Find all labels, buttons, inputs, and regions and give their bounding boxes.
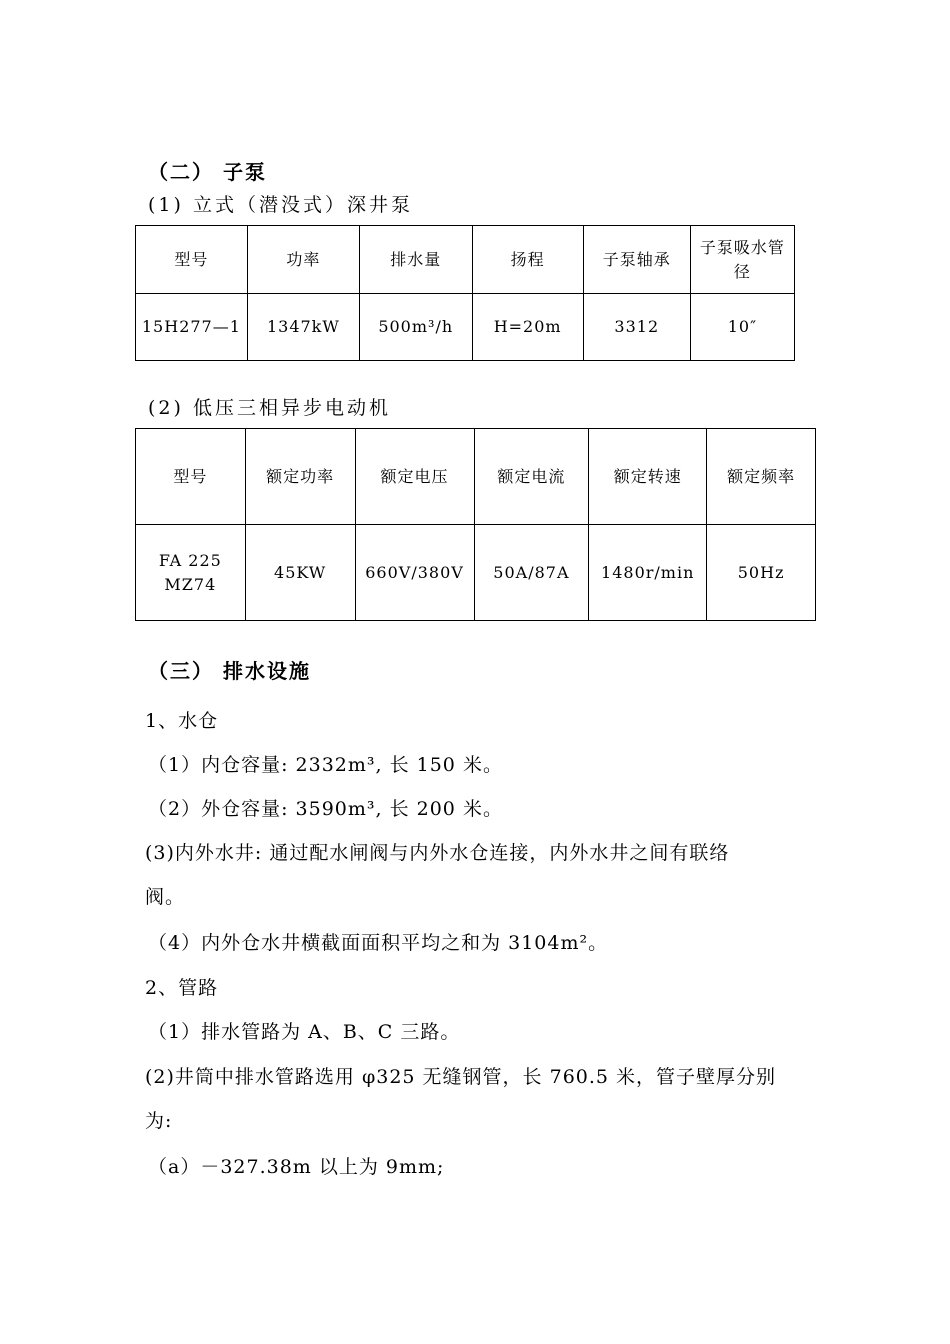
motor-header-rated-voltage: 额定电压 bbox=[355, 429, 474, 525]
motor-cell-rated-voltage: 660V/380V bbox=[355, 525, 474, 621]
pump-spec-table bbox=[135, 225, 795, 361]
section-heading-sub-pump: （二） 子泵 bbox=[148, 160, 267, 184]
item-wall-thickness-a: （a）－327.38m 以上为 9mm; bbox=[148, 1156, 445, 1178]
pump-header-flow: 排水量 bbox=[359, 226, 472, 294]
motor-cell-model: FA 225 MZ74 bbox=[136, 525, 246, 621]
subheading-deep-well-pump: (1) 立式（潜没式）深井泵 bbox=[148, 194, 413, 216]
pump-cell-model: 15H277—1 bbox=[136, 294, 248, 361]
item-outer-sump-capacity: （2）外仓容量: 3590m³, 长 200 米。 bbox=[148, 798, 503, 820]
pump-header-bearing: 子泵轴承 bbox=[583, 226, 690, 294]
motor-cell-rated-frequency: 50Hz bbox=[707, 525, 816, 621]
item-inner-sump-capacity: （1）内仓容量: 2332m³, 长 150 米。 bbox=[148, 754, 503, 776]
pump-table-header-row bbox=[136, 226, 795, 294]
motor-header-rated-power: 额定功率 bbox=[245, 429, 355, 525]
item-pipe-spec-line2: 为: bbox=[145, 1110, 173, 1132]
item-sump: 1、水仓 bbox=[145, 710, 219, 732]
subheading-motor: (2) 低压三相异步电动机 bbox=[148, 397, 391, 419]
pump-header-intake-diameter: 子泵吸水管径 bbox=[690, 226, 794, 294]
motor-header-model: 型号 bbox=[136, 429, 246, 525]
item-pipeline-routes: （1）排水管路为 A、B、C 三路。 bbox=[148, 1021, 461, 1043]
pump-table-data-row bbox=[136, 294, 795, 361]
item-wells-line1: (3)内外水井: 通过配水闸阀与内外水仓连接，内外水井之间有联络 bbox=[145, 842, 730, 864]
motor-cell-rated-speed: 1480r/min bbox=[589, 525, 707, 621]
pump-header-head: 扬程 bbox=[472, 226, 583, 294]
pump-cell-flow: 500m³/h bbox=[359, 294, 472, 361]
item-pipeline: 2、管路 bbox=[145, 977, 219, 999]
pump-cell-power: 1347kW bbox=[247, 294, 359, 361]
pump-cell-head: H=20m bbox=[472, 294, 583, 361]
pump-cell-bearing: 3312 bbox=[583, 294, 690, 361]
pump-header-model: 型号 bbox=[136, 226, 248, 294]
section-heading-drainage: （三） 排水设施 bbox=[148, 659, 311, 683]
item-wells-line2: 阀。 bbox=[145, 886, 186, 908]
motor-table-header-row bbox=[136, 429, 816, 525]
motor-table-data-row bbox=[136, 525, 816, 621]
motor-cell-rated-current: 50A/87A bbox=[474, 525, 589, 621]
pump-header-power: 功率 bbox=[247, 226, 359, 294]
item-well-area: （4）内外仓水井横截面面积平均之和为 3104m²。 bbox=[148, 932, 609, 954]
pump-cell-intake-diameter: 10″ bbox=[690, 294, 794, 361]
motor-header-rated-speed: 额定转速 bbox=[589, 429, 707, 525]
motor-header-rated-frequency: 额定频率 bbox=[707, 429, 816, 525]
motor-spec-table bbox=[135, 428, 816, 621]
motor-cell-rated-power: 45KW bbox=[245, 525, 355, 621]
motor-header-rated-current: 额定电流 bbox=[474, 429, 589, 525]
item-pipe-spec-line1: (2)井筒中排水管路选用 φ325 无缝钢管，长 760.5 米，管子壁厚分别 bbox=[145, 1066, 777, 1088]
